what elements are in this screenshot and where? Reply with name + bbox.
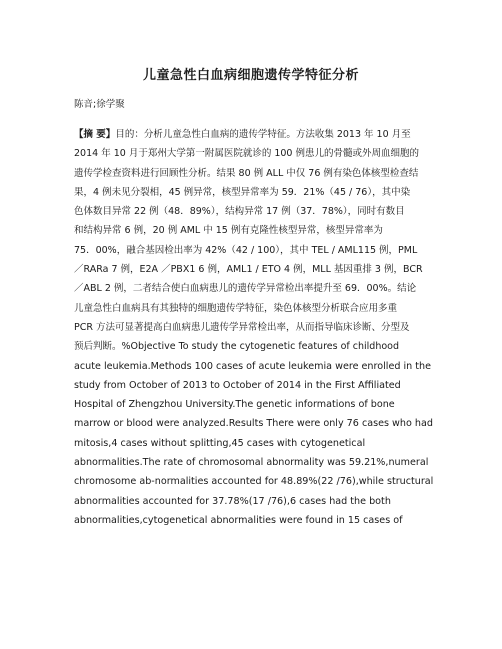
abstract-body: [74, 125, 434, 530]
abstract-line: study from October of 2013 to October of 2014 in the First Affiliated: [74, 379, 401, 391]
abstract-label: 【摘 要】: [74, 129, 116, 140]
abstract-line: 果，4 例未见分裂相，45 例异常，核型异常率为 59．21%（45 / 76），其中染: [74, 186, 411, 198]
abstract-line: marrow or blood were analyzed.Results There were only 76 cases who had: [74, 418, 433, 430]
abstract-line: acute leukemia.Methods 100 cases of acute leukemia were enrolled in the: [74, 360, 432, 372]
abstract-line: ／ABL 2 例，二者结合使白血病患儿的遗传学异常检出率提升至 69．00%。结论: [74, 283, 417, 295]
abstract-line: PCR 方法可显著提高白血病患儿遗传学异常检出率，从而指导临床诊断、分型及: [74, 321, 410, 333]
abstract-line: 儿童急性白血病具有其独特的细胞遗传学特征，染色体核型分析联合应用多重: [74, 302, 398, 314]
abstract-line: abnormalities accounted for 37.78%(17 /76),6 cases had the both: [74, 495, 391, 507]
abstract-line: 75．00%，融合基因检出率为 42%（42 / 100），其中 TEL / AML115 例，PML: [74, 244, 418, 256]
abstract-line-text: 目的：分析儿童急性白血病的遗传学特征。方法收集 2013 年 10 月至: [115, 129, 411, 140]
abstract-line: 色体数目异常 22 例（48．89%），结构异常 17 例（37．78%），同时有数目: [74, 206, 405, 218]
abstract-line: 遗传学检查资料进行回顾性分析。结果 80 例 ALL 中仅 76 例有染色体核型检查结: [74, 167, 419, 179]
abstract-line: chromosome ab-normalities accounted for 48.89%(22 /76),while structural: [74, 476, 434, 488]
authors: 陈音;徐学聚: [74, 99, 125, 110]
abstract-line: [74, 125, 434, 144]
abstract-line: abnormalities.The rate of chromosomal abnormality was 59.21%,numeral: [74, 457, 429, 469]
abstract-line: Hospital of Zhengzhou University.The genetic informations of bone: [74, 399, 395, 411]
abstract-line: 2014 年 10 月于郑州大学第一附属医院就诊的 100 例患儿的骨髓或外周血细胞的: [74, 148, 419, 160]
abstract-line: 预后判断。%Objective To study the cytogenetic features of childhood: [74, 341, 399, 353]
abstract-line: 和结构异常 6 例，20 例 AML 中 15 例有克隆性核型异常，核型异常率为: [74, 225, 383, 237]
abstract-line: ／RARa 7 例，E2A ／PBX1 6 例，AML1 / ETO 4 例，MLL 基因重排 3 例，BCR: [74, 264, 423, 276]
abstract-line: abnormalities,cytogenetical abnormalities were found in 15 cases of: [74, 514, 403, 526]
abstract-line: mitosis,4 cases without splitting,45 cases with cytogenetical: [74, 437, 366, 449]
paper-title: 儿童急性白血病细胞遗传学特征分析: [142, 68, 359, 83]
